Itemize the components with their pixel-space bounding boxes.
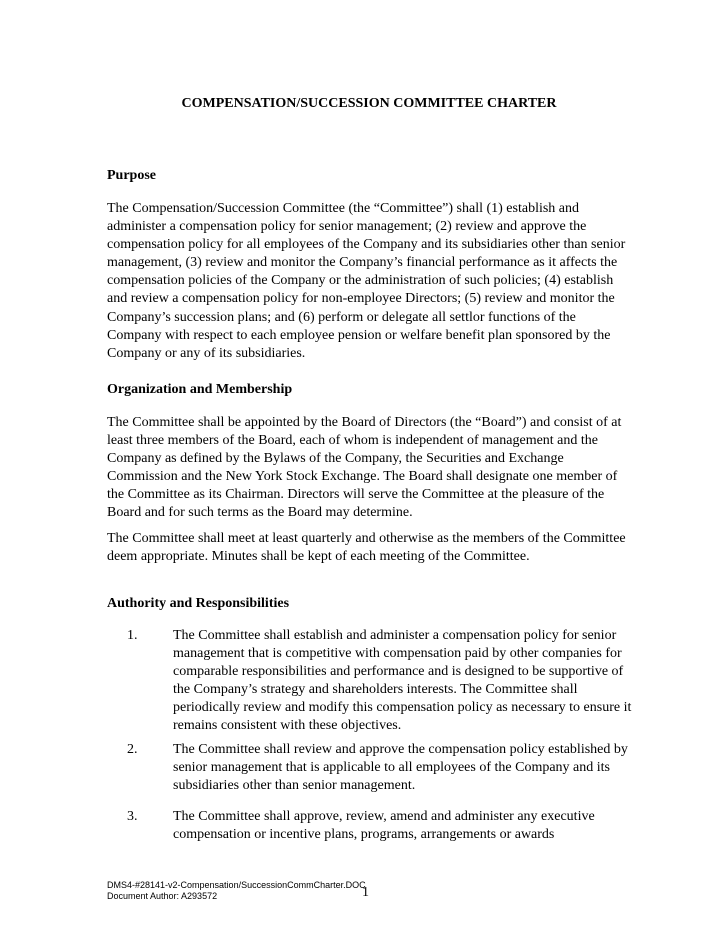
page-number: 1 [362,885,369,900]
document-title: COMPENSATION/SUCCESSION COMMITTEE CHARTER [181,96,557,111]
list-item-text: The Committee shall establish and administer a compensation policy for senior management that is competitive with compensation paid by other companies for comparable responsibilities and performance and is designed to be supportive of the Company’s strategy and shareholders interests. The Committee shall periodically review and modify this compensation policy as necessary to ensure it remains consistent with these objectives. [173,628,632,734]
list-item-number: 3. [127,809,138,824]
organization-paragraph-2: The Committee shall meet at least quarterly and otherwise as the members of the Committee deem appropriate. Minutes shall be kept of each meeting of the Committee. [107,531,626,565]
list-item-number: 2. [127,742,138,757]
organization-heading: Organization and Membership [107,382,293,397]
purpose-paragraph: The Compensation/Succession Committee (the “Committee”) shall (1) establish and administer a compensation policy for senior management; (2) review and approve the compensation policy for all employees of the Company and its subsidiaries other than senior management, (3) review and monitor the Company’s financial performance as it affects the compensation policies of the Company or the administration of such policies; (4) establish and review a compensation policy for non-employee Directors; (5) review and monitor the Company’s succession plans; and (6) perform or delegate all settlor functions of the Company with respect to each employee pension or welfare benefit plan sponsored by the Company or any of its subsidiaries. [107,201,626,361]
list-item-text: The Committee shall review and approve the compensation policy established by senior management that is applicable to all employees of the Company and its subsidiaries other than senior management. [173,742,628,794]
list-item-text: The Committee shall approve, review, amend and administer any executive compensation or incentive plans, programs, arrangements or awards [173,809,595,843]
purpose-heading: Purpose [107,168,156,183]
list-item-number: 1. [127,628,138,643]
document-footer [107,880,366,902]
footer-file-name: DMS4-#28141-v2-Compensation/SuccessionCommCharter.DOC [107,880,366,890]
authority-heading: Authority and Responsibilities [107,596,290,611]
footer-author: Document Author: A293572 [107,891,218,901]
organization-paragraph-1: The Committee shall be appointed by the Board of Directors (the “Board”) and consist of at least three members of the Board, each of whom is independent of management and the Company as defined by the Bylaws of the Company, the Securities and Exchange Commission and the New York Stock Exchange. The Board shall designate one member of the Committee as its Chairman. Directors will serve the Committee at the pleasure of the Board and for such terms as the Board may determine. [107,415,622,521]
